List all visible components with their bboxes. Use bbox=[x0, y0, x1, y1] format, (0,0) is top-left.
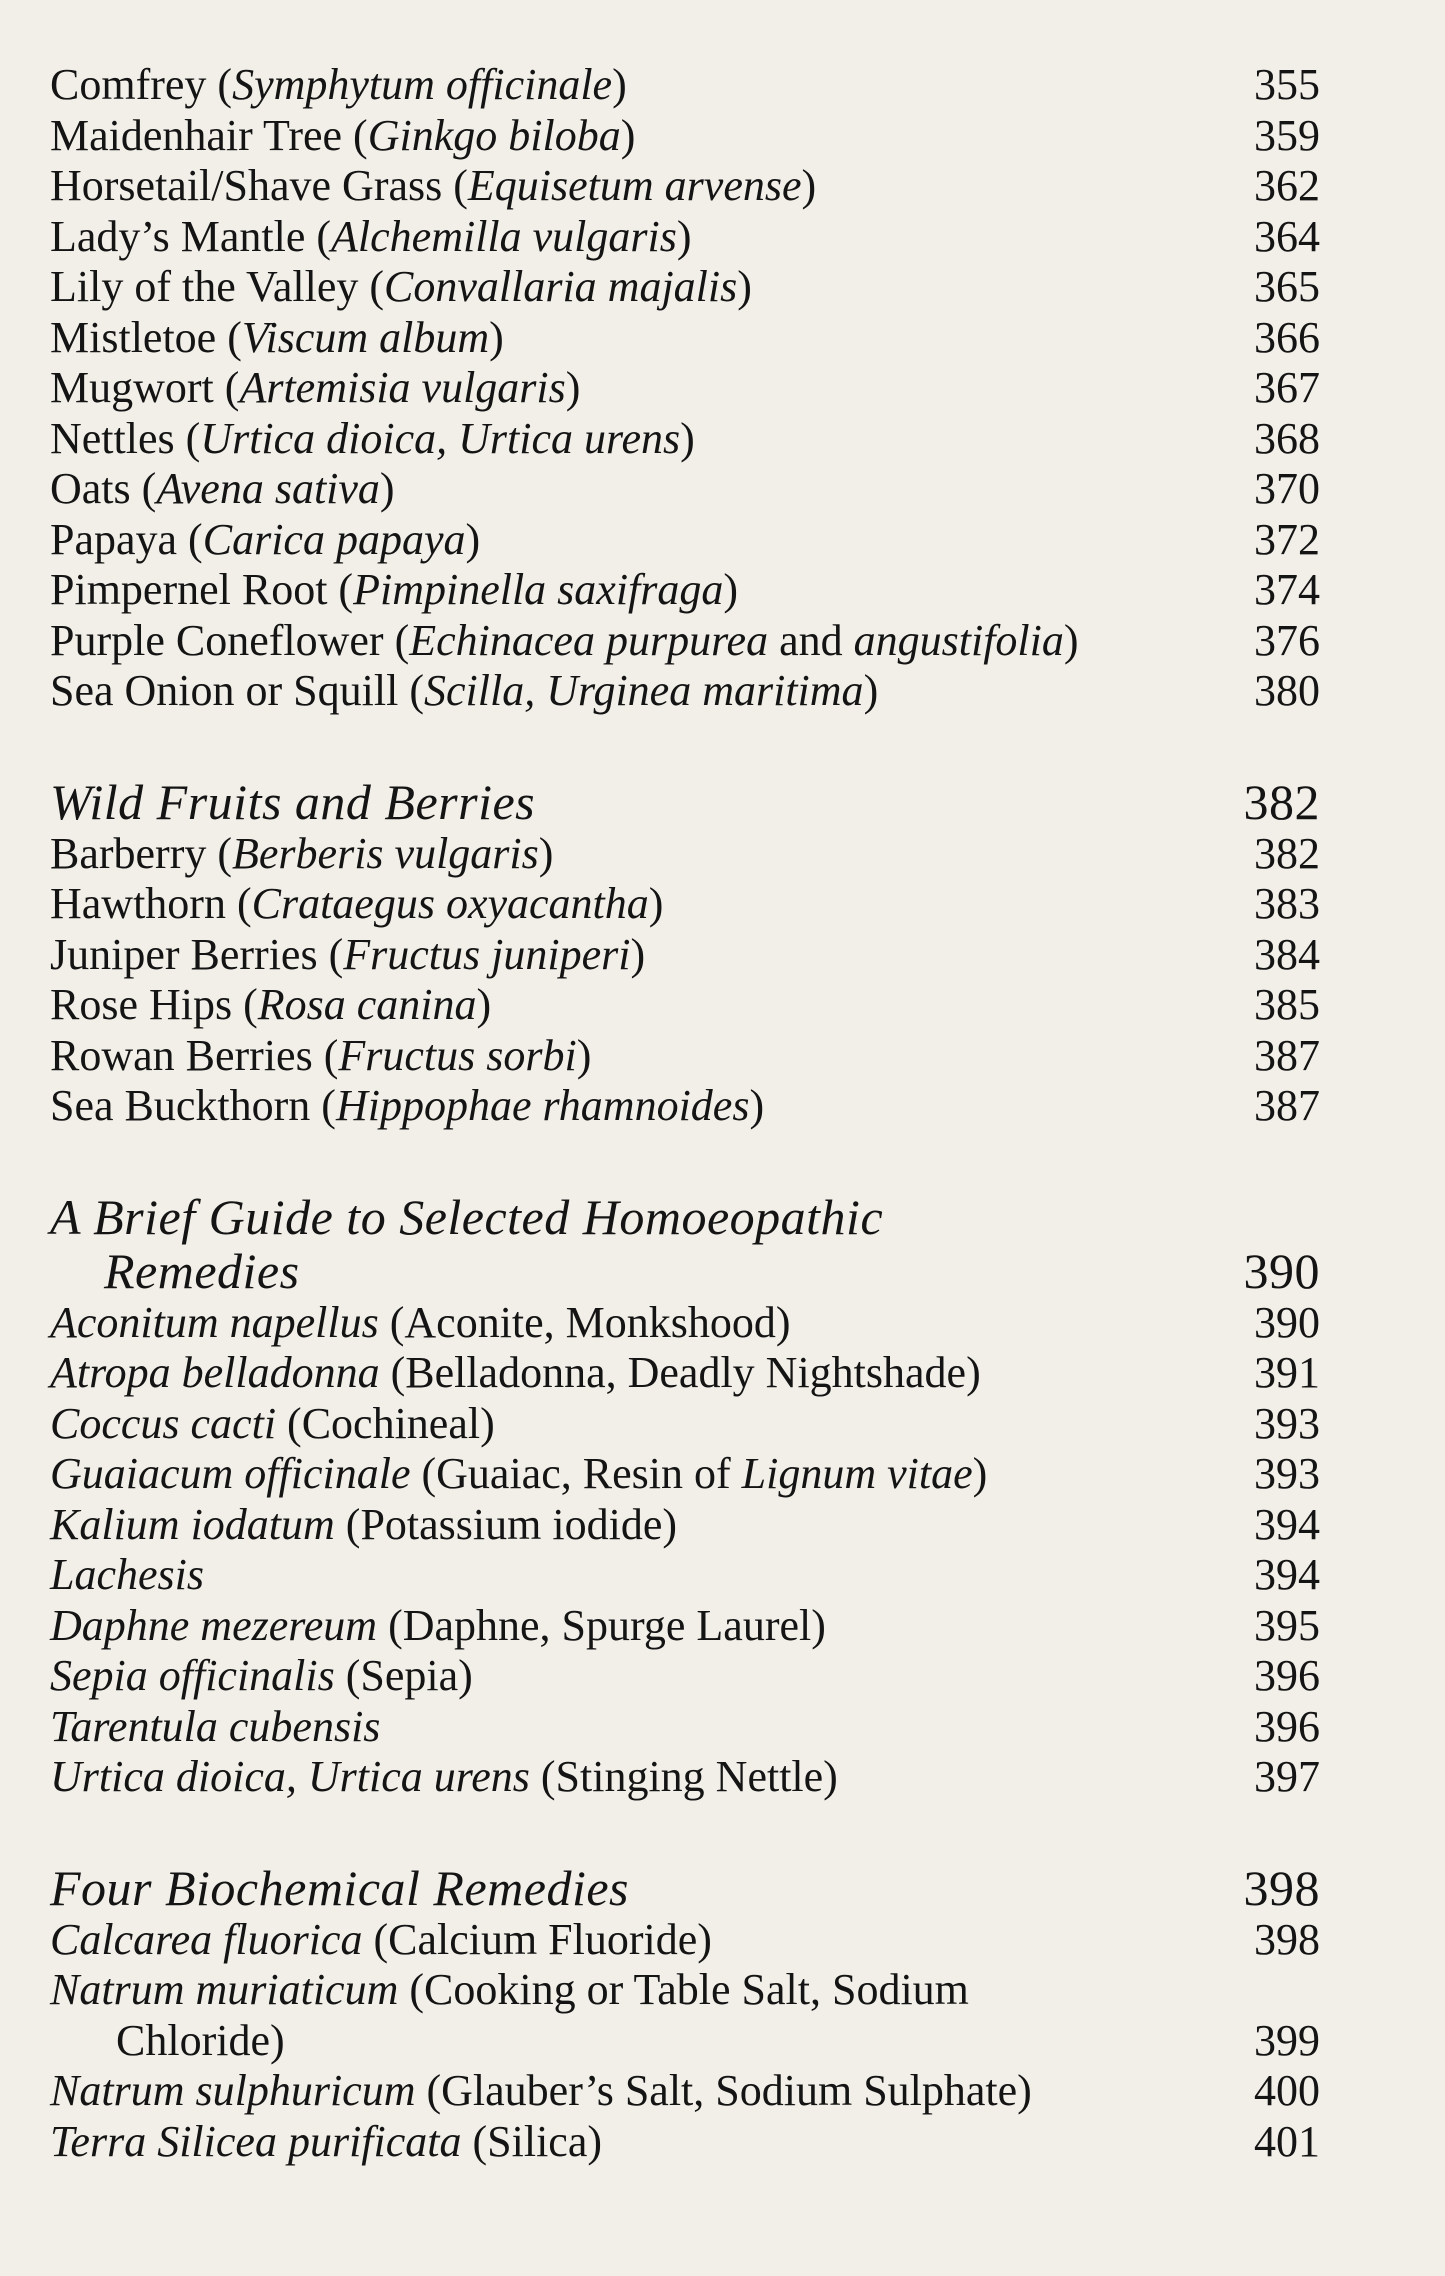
page-number: 393 bbox=[1254, 1398, 1320, 1448]
toc-entry: Barberry (Berberis vulgaris) 382 bbox=[50, 828, 1320, 878]
toc-entry: Lily of the Valley (Convallaria majalis) 365 bbox=[50, 262, 1320, 311]
page-number: 399 bbox=[1254, 2015, 1320, 2065]
toc-entry: Pimpernel Root (Pimpinella saxifraga) 374 bbox=[50, 565, 1320, 614]
page-number: 396 bbox=[1254, 1651, 1320, 1700]
page-number: 396 bbox=[1254, 1701, 1320, 1751]
section-divider bbox=[50, 1132, 1320, 1190]
page-number: 359 bbox=[1254, 110, 1320, 160]
toc-entry: Terra Silicea purificata (Silica) 401 bbox=[50, 2116, 1320, 2166]
toc-entry: Horsetail/Shave Grass (Equisetum arvense) 362 bbox=[50, 161, 1320, 210]
section-heading: Four Biochemical Remedies 398 bbox=[50, 1859, 1320, 1916]
section-herbs bbox=[50, 60, 1320, 717]
toc-entry: Oats (Avena sativa) 370 bbox=[50, 464, 1320, 513]
toc-entry: Coccus cacti (Cochineal) 393 bbox=[50, 1398, 1320, 1448]
toc-entry: Calcarea fluorica (Calcium Fluoride) 398 bbox=[50, 1914, 1320, 1964]
page-number: 376 bbox=[1254, 615, 1320, 665]
page-number: 370 bbox=[1254, 464, 1320, 513]
section-wild-fruits bbox=[50, 775, 1320, 1132]
toc-entry: Lachesis 394 bbox=[50, 1550, 1320, 1599]
page-number: 382 bbox=[1254, 828, 1320, 878]
section-biochemical bbox=[50, 1861, 1320, 2168]
toc-entry: Juniper Berries (Fructus juniperi) 384 bbox=[50, 929, 1320, 979]
toc-entry: Mugwort (Artemisia vulgaris) 367 bbox=[50, 363, 1320, 412]
page-number: 382 bbox=[1243, 773, 1320, 830]
page-number: 398 bbox=[1254, 1914, 1320, 1964]
page-number: 391 bbox=[1254, 1348, 1320, 1397]
toc-entry: Maidenhair Tree (Ginkgo biloba) 359 bbox=[50, 110, 1320, 160]
page-number: 362 bbox=[1254, 161, 1320, 210]
page-number: 364 bbox=[1254, 211, 1320, 261]
toc-entry: Hawthorn (Crataegus oxyacantha) 383 bbox=[50, 879, 1320, 928]
toc-entry: Purple Coneflower (Echinacea purpurea and angustifolia) 376 bbox=[50, 615, 1320, 665]
toc-entry: Sepia officinalis (Sepia) 396 bbox=[50, 1651, 1320, 1700]
toc-entry: Urtica dioica, Urtica urens (Stinging Nettle) 397 bbox=[50, 1752, 1320, 1801]
page-number: 387 bbox=[1254, 1081, 1320, 1130]
toc-entry: Natrum muriaticum (Cooking or Table Salt, Sodium Chloride) 399 bbox=[50, 1965, 1320, 2065]
toc-entry: Sea Buckthorn (Hippophae rhamnoides) 387 bbox=[50, 1081, 1320, 1130]
page-number: 355 bbox=[1254, 60, 1320, 109]
toc-entry: Lady’s Mantle (Alchemilla vulgaris) 364 bbox=[50, 211, 1320, 261]
page-number: 367 bbox=[1254, 363, 1320, 412]
page-number: 394 bbox=[1254, 1550, 1320, 1599]
page-number: 400 bbox=[1254, 2066, 1320, 2115]
page-number: 372 bbox=[1254, 514, 1320, 564]
section-divider bbox=[50, 1803, 1320, 1861]
toc-entry: Atropa belladonna (Belladonna, Deadly Nightshade) 391 bbox=[50, 1348, 1320, 1397]
page-number: 394 bbox=[1254, 1499, 1320, 1549]
page-number: 365 bbox=[1254, 262, 1320, 311]
page-number: 398 bbox=[1243, 1859, 1320, 1916]
page-number: 366 bbox=[1254, 312, 1320, 362]
toc-entry: Kalium iodatum (Potassium iodide) 394 bbox=[50, 1499, 1320, 1549]
page-number: 374 bbox=[1254, 565, 1320, 614]
page-number: 380 bbox=[1254, 666, 1320, 715]
toc-entry: Comfrey (Symphytum officinale) 355 bbox=[50, 60, 1320, 109]
page-number: 401 bbox=[1254, 2116, 1320, 2166]
page-number: 383 bbox=[1254, 879, 1320, 928]
section-heading: Wild Fruits and Berries 382 bbox=[50, 773, 1320, 830]
toc-entry: Aconitum napellus (Aconite, Monkshood) 390 bbox=[50, 1297, 1320, 1347]
page-number: 385 bbox=[1254, 980, 1320, 1029]
toc-entry: Papaya (Carica papaya) 372 bbox=[50, 514, 1320, 564]
toc-entry: Rowan Berries (Fructus sorbi) 387 bbox=[50, 1030, 1320, 1080]
page-number: 368 bbox=[1254, 413, 1320, 463]
toc-entry: Natrum sulphuricum (Glauber’s Salt, Sodium Sulphate) 400 bbox=[50, 2066, 1320, 2115]
toc-entry: Nettles (Urtica dioica, Urtica urens) 368 bbox=[50, 413, 1320, 463]
toc-entry: Mistletoe (Viscum album) 366 bbox=[50, 312, 1320, 362]
section-divider bbox=[50, 717, 1320, 775]
section-heading: A Brief Guide to Selected Homoeopathic Remedies 390 bbox=[50, 1188, 1320, 1299]
page-number: 395 bbox=[1254, 1600, 1320, 1650]
page-number: 393 bbox=[1254, 1449, 1320, 1498]
page-number: 387 bbox=[1254, 1030, 1320, 1080]
toc-entry: Daphne mezereum (Daphne, Spurge Laurel) 395 bbox=[50, 1600, 1320, 1650]
section-homoeopathic bbox=[50, 1190, 1320, 1803]
toc-entry: Guaiacum officinale (Guaiac, Resin of Lignum vitae) 393 bbox=[50, 1449, 1320, 1498]
toc-entry: Tarentula cubensis 396 bbox=[50, 1701, 1320, 1751]
page-number: 390 bbox=[1254, 1297, 1320, 1347]
page-number: 390 bbox=[1243, 1242, 1320, 1299]
table-of-contents bbox=[50, 60, 1320, 2167]
toc-entry: Rose Hips (Rosa canina) 385 bbox=[50, 980, 1320, 1029]
toc-entry: Sea Onion or Squill (Scilla, Urginea maritima) 380 bbox=[50, 666, 1320, 715]
page-number: 397 bbox=[1254, 1752, 1320, 1801]
page-number: 384 bbox=[1254, 929, 1320, 979]
